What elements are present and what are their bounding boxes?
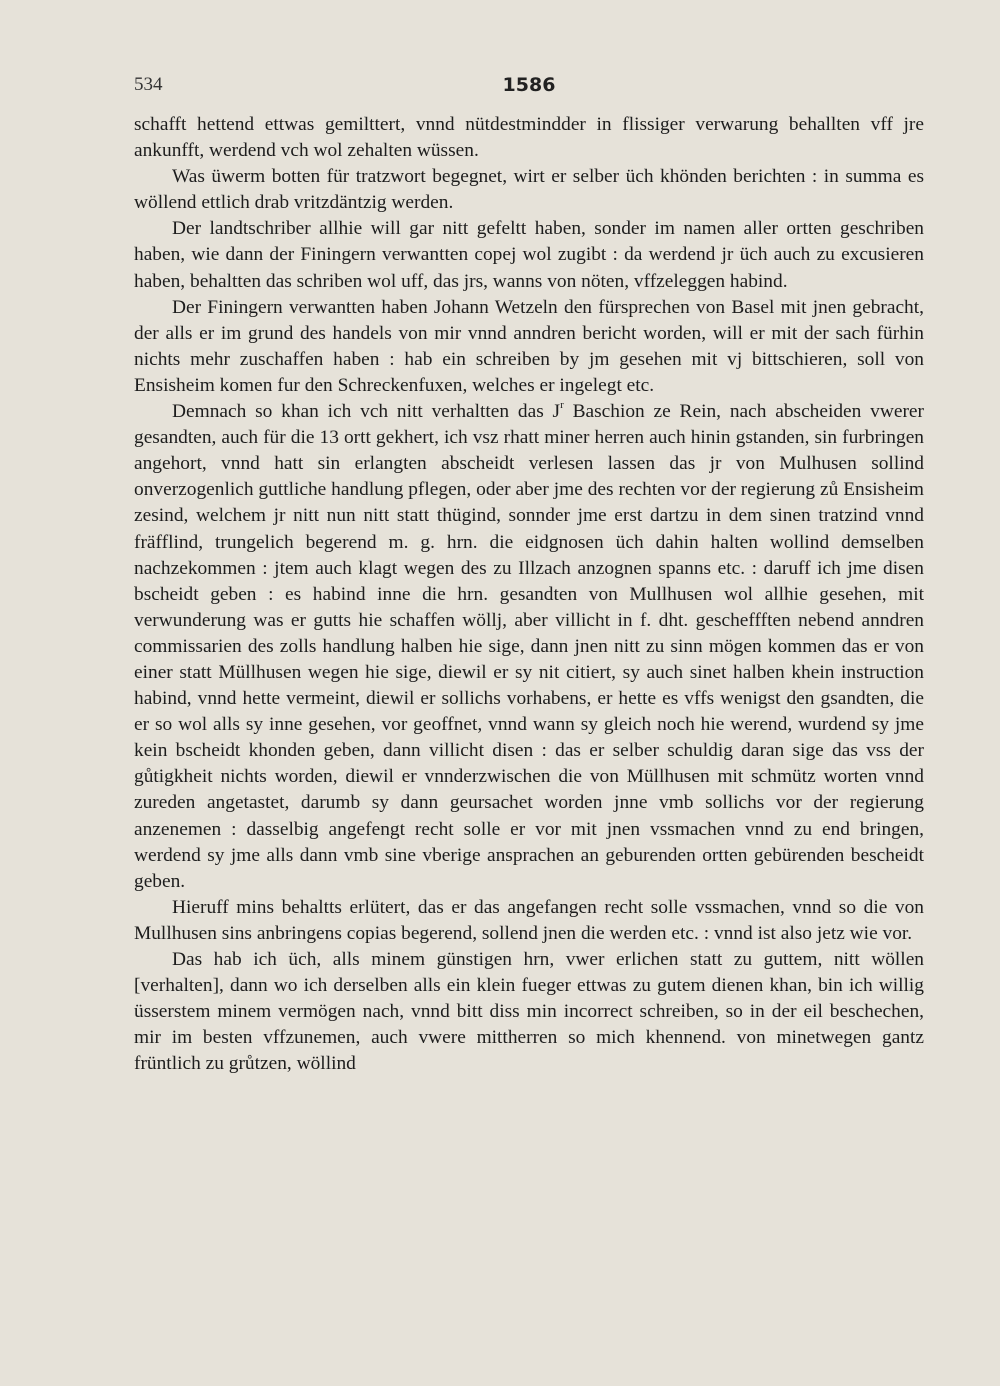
paragraph: Was üwerm botten für tratzwort begegnet, wirt er selber üch khönden berichten : in summa es wöllend ettlich drab vritzdäntzig werden. [134, 166, 924, 214]
superscript-r: r [560, 399, 564, 412]
page-number: 534 [134, 74, 163, 95]
paragraph: Das hab ich üch, alls minem günstigen hrn, vwer erlichen statt zu guttem, nitt wöllen [verhalten], dann wo ich derselben alls ein klein fueger ettwas zu gutem dienen khan, bin ich willig üsserstem minem vermögen nach, vnnd bitt diss min incorrect schreiben, so in der eil beschechen, mir im besten vffzunemen, auch vwere mittherren so mich khennend. von minetwegen gantz früntlich zu grůtzen, wöllind [134, 949, 924, 1075]
body-text [134, 112, 924, 1077]
running-head-year: 1586 [502, 74, 556, 96]
paragraph: Demnach so khan ich vch nitt verhaltten das $J^r$ Baschion ze Rein, nach abscheiden vwerer gesandten, auch für die 13 ortt gekhert, ich vsz rhatt miner herren auch hinin gstanden, sin furbringen angehort, vnnd hatt sin erlangten abscheidt verlesen lassen das jr von Mulhusen sollind onverzogenlich guttliche handlung pflegen, oder aber jme des rechten vor der regierung zů Ensisheim zesind, welchem jr nitt nun nitt statt thügind, sonnder jme erst dartzu in dem sinen tratzind vnnd fräfflind, trungelich begerend m. g. hrn. die eidgnosen üch dahin halten wollind demselben nachzekommen : jtem auch klagt wegen des zu Illzach anzognen spanns etc. : daruff ich jme disen bscheidt geben : es habind inne die hrn. gesandten von Mullhusen wol allhie gesehen, mit verwunderung was er gutts hie schaffen wöllj, aber villicht in f. dht. gescheffften nebend anndren commissarien des zolls handlung halben hie sige, dann jnen nitt zu sinn mögen kommen das er von einer statt Müllhusen wegen hie sige, diewil er sy nit citiert, sy auch sinet halben khein instruction habind, vnnd hette vermeint, diewil er sollichs vorhabens, er hette es vffs wenigst den gsandten, die er so wol alls sy inne gesehen, vor geoffnet, vnnd wann sy gleich noch hie werend, wurdend sy jme kein bscheidt khonden geben, dann villicht disen : das er selber schuldig daran sige das vss der gůtigkheit nichts worden, diewil er vnnderzwischen die von Müllhusen mit schmütz worten vnnd zureden angetastet, darumb sy dann geursachet worden jnne vmb sollichs vor der regierung anzenemen : dasselbig angefengt recht solle er vor mit jnen vssmachen vnnd zu end bringen, werdend sy jme alls dann vmb sine vberige ansprachen an geburenden ortten gebürenden bescheidt geben. [134, 399, 924, 892]
paragraph: Der Finingern verwantten haben Johann Wetzeln den fürsprechen von Basel mit jnen gebracht, der alls er im grund des handels von mir vnnd anndren bericht worden, will er mit der sach fürhin nichts mehr zuschaffen haben : hab ein schreiben by jm gesehen mit vj bittschieren, soll von Ensisheim komen fur den Schreckenfuxen, welches er ingelegt etc. [134, 296, 924, 396]
paragraph: schafft hettend ettwas gemilttert, vnnd nütdestmindder in flissiger verwarung behallten vff jre ankunfft, werdend vch wol zehalten wüssen. [134, 114, 924, 162]
page-header [134, 74, 924, 102]
paragraph: Der landtschriber allhie will gar nitt gefeltt haben, sonder im namen aller ortten geschriben haben, wie dann der Finingern verwantten copej wol zugibt : da werdend jr üch auch zu excusieren haben, behaltten das schriben wol uff, das jrs, wanns von nöten, vffzeleggen habind. [134, 218, 924, 292]
paragraph: Hieruff mins behaltts erlütert, das er das angefangen recht solle vssmachen, vnnd so die von Mullhusen sins anbringens copias begerend, sollend jnen die werden etc. : vnnd ist also jetz wie vor. [134, 896, 924, 944]
